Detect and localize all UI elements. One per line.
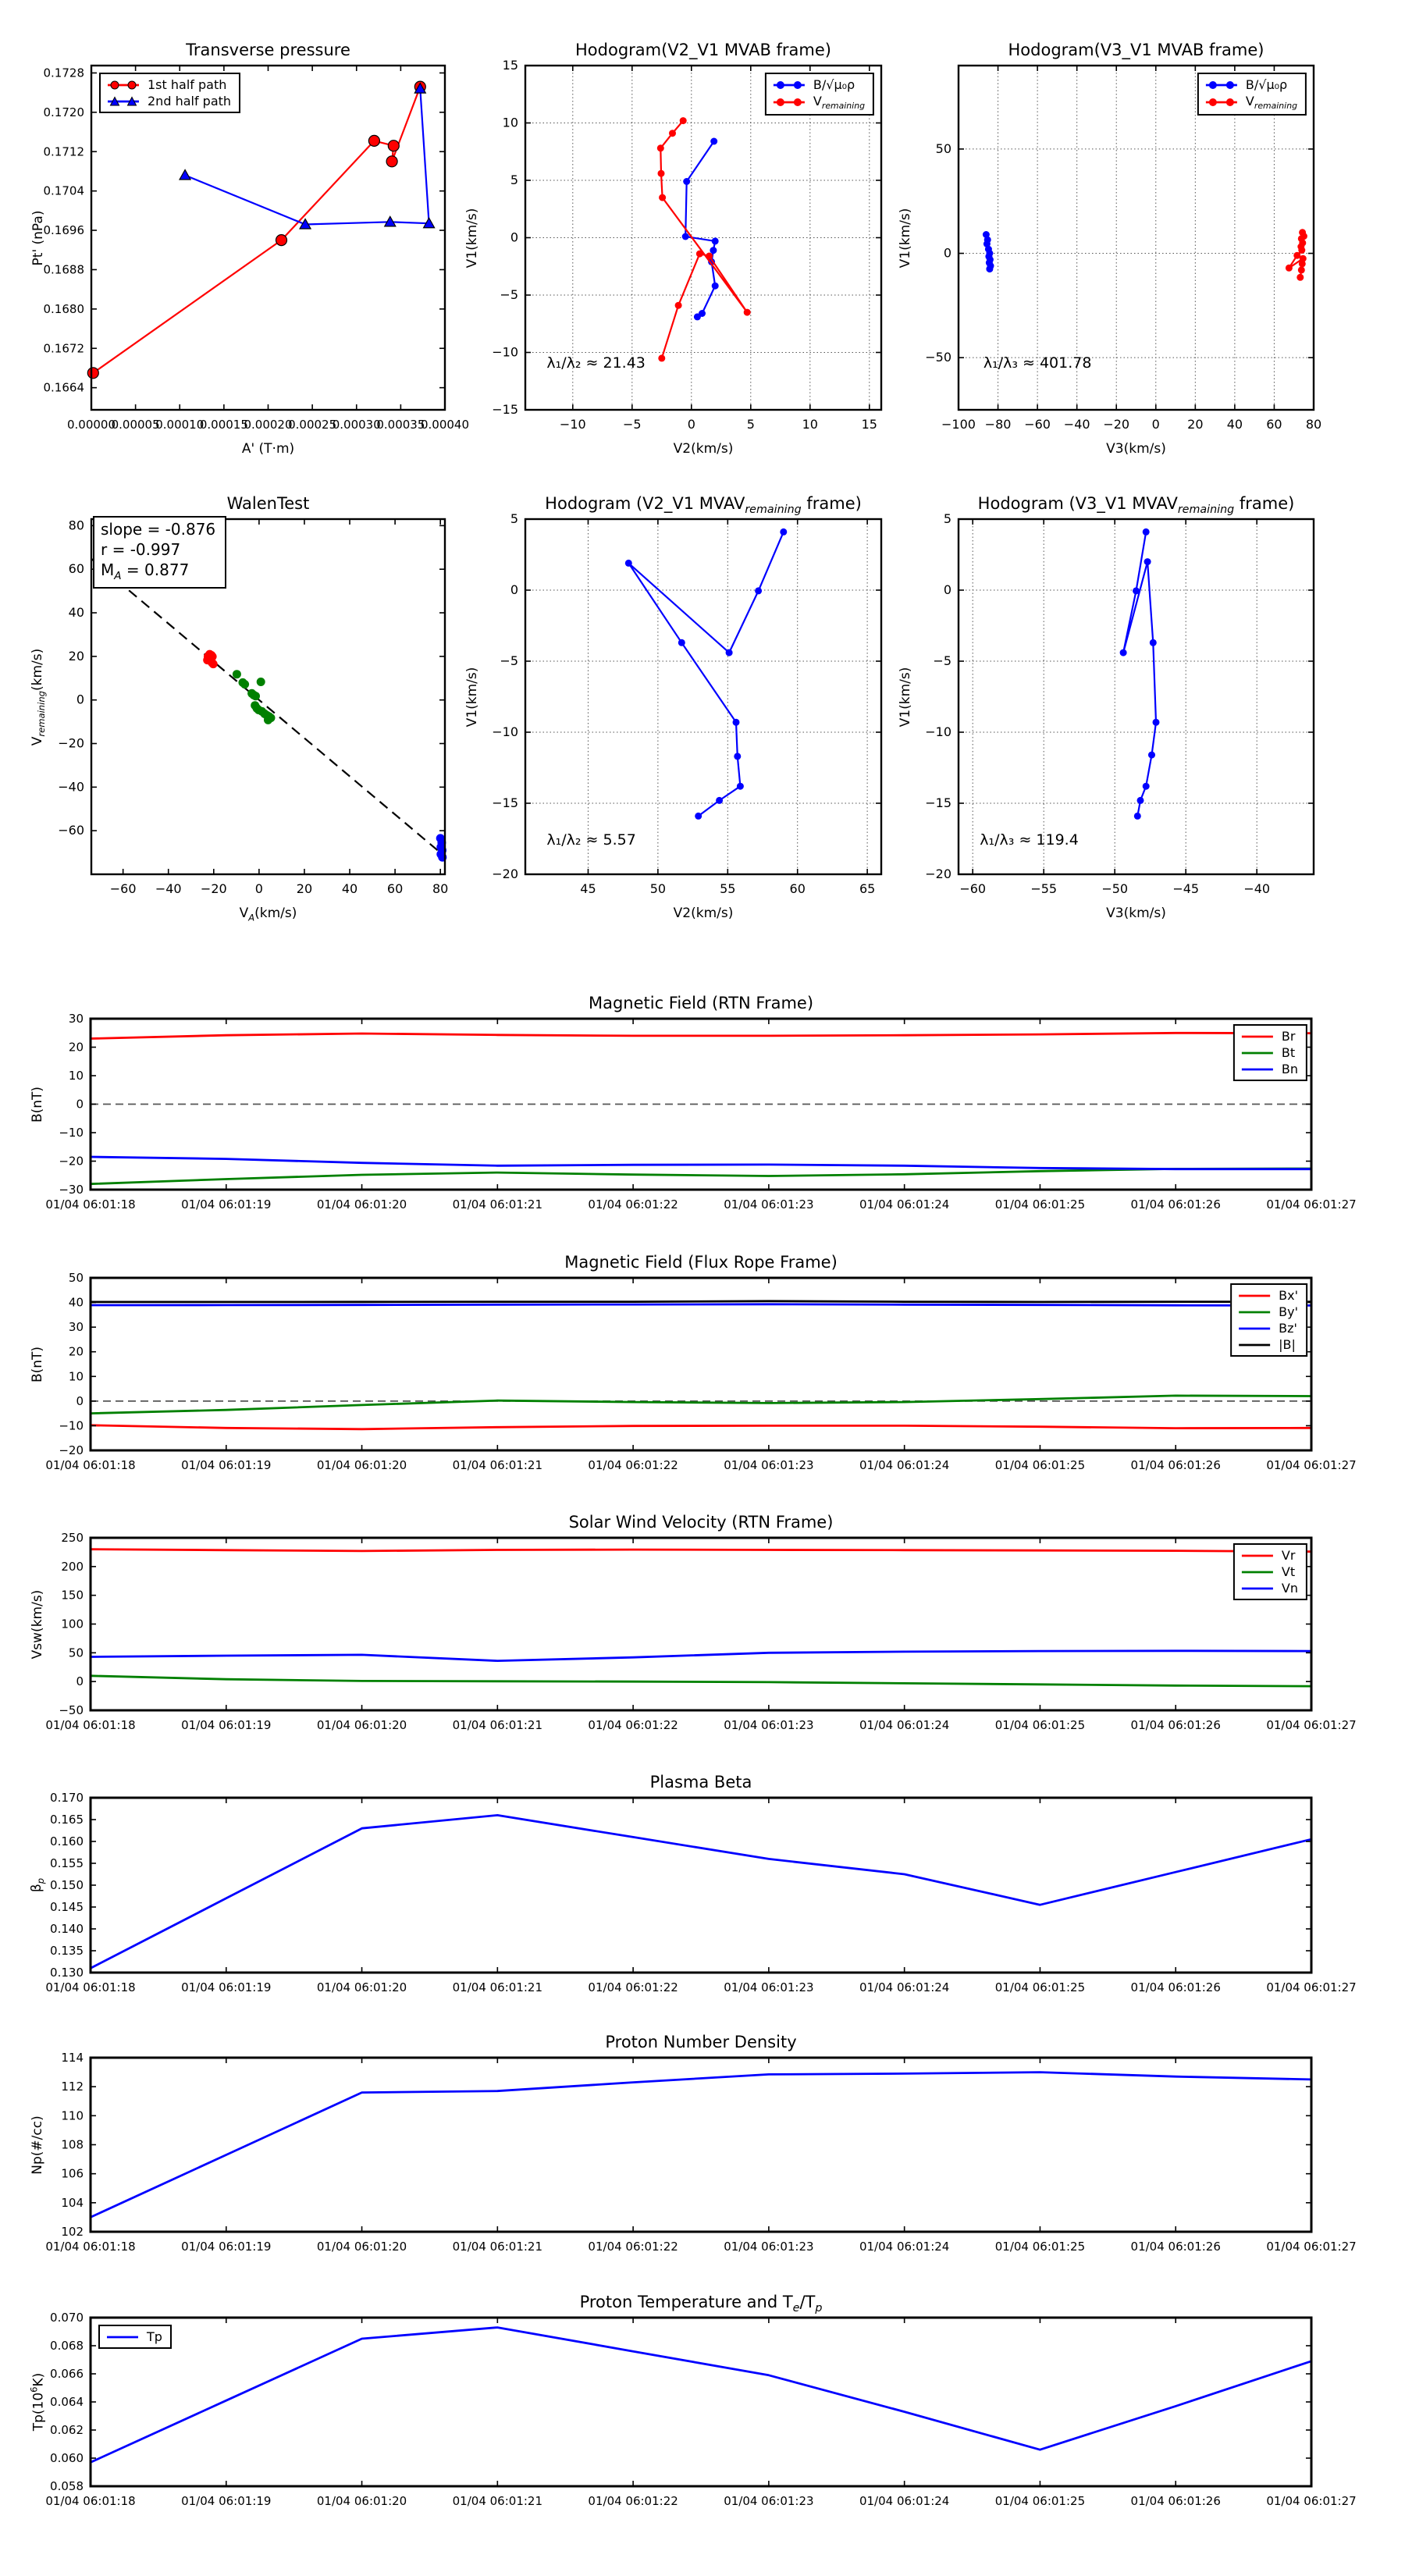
x-tick-label: 55 [720, 881, 736, 896]
y-tick-label: 0.165 [50, 1813, 84, 1827]
y-tick-label: 0.1688 [43, 262, 84, 277]
y-tick-label: −10 [59, 1418, 84, 1433]
legend-label: Bx' [1279, 1288, 1298, 1303]
x-tick-label: 0.00000 [66, 418, 116, 432]
plot-title: Magnetic Field (Flux Rope Frame) [564, 1253, 838, 1272]
x-tick-label: 0.00010 [155, 418, 205, 432]
y-tick-label: 0.140 [50, 1922, 84, 1936]
slope-value: slope = -0.876 [101, 520, 216, 539]
x-tick-label: 40 [341, 881, 358, 896]
x-tick-label: 01/04 06:01:25 [994, 1980, 1086, 1994]
x-tick-label: 01/04 06:01:20 [316, 1718, 407, 1732]
x-tick-label: 45 [580, 881, 596, 896]
x-tick-label: 01/04 06:01:22 [588, 1458, 678, 1472]
x-tick-label: 01/04 06:01:22 [588, 1197, 678, 1212]
y-tick-label: 100 [61, 1617, 84, 1631]
plot-title: Plasma Beta [649, 1773, 752, 1791]
y-tick-label: 20 [68, 648, 84, 664]
y-axis-label: $Tp(10^6K)$ [28, 2372, 47, 2432]
plot-title: Proton Number Density [605, 2033, 797, 2051]
y-tick-label: −10 [925, 724, 951, 739]
y-tick-label: −5 [933, 653, 951, 668]
y-tick-label: 114 [61, 2051, 84, 2065]
y-tick-label: 150 [61, 1588, 84, 1603]
x-tick-label: 01/04 06:01:20 [316, 1458, 407, 1472]
y-tick-label: 80 [68, 518, 84, 533]
x-tick-label: 01/04 06:01:23 [724, 2494, 814, 2508]
legend-swatch [1240, 1550, 1275, 1562]
x-tick-label: −40 [1243, 881, 1271, 896]
y-tick-label: 0.160 [50, 1834, 84, 1848]
eigenvalue-ratio-annotation: λ₁/λ₂ ≈ 21.43 [546, 354, 646, 372]
x-tick-label: 01/04 06:01:18 [45, 2240, 136, 2254]
legend-swatch [1236, 1290, 1272, 1302]
legend-swatch [1240, 1030, 1275, 1043]
x-tick-label: 10 [802, 417, 818, 432]
plot-title: Transverse pressure [186, 41, 350, 59]
x-tick-label: 01/04 06:01:23 [724, 1980, 814, 1994]
x-tick-label: 0.00025 [288, 418, 337, 432]
x-tick-label: 50 [649, 881, 667, 896]
x-tick-label: 01/04 06:01:18 [45, 2494, 136, 2508]
y-tick-label: 250 [61, 1531, 84, 1545]
x-tick-label: −40 [155, 881, 182, 896]
y-tick-label: 0.1712 [43, 144, 84, 159]
x-tick-label: −5 [623, 417, 642, 432]
x-tick-label: −60 [959, 881, 987, 896]
x-tick-label: 5 [746, 417, 755, 432]
x-axis-label: V3(km/s) [1106, 906, 1166, 921]
x-tick-label: 01/04 06:01:19 [181, 2240, 272, 2254]
y-tick-label: 60 [68, 561, 84, 577]
y-axis-label: B(nT) [30, 1086, 45, 1123]
plot-title: Hodogram (V3_V1 $MVAV_{remaining}$ frame) [977, 494, 1295, 517]
y-tick-label: −50 [59, 1703, 84, 1717]
x-tick-label: 01/04 06:01:27 [1266, 1980, 1357, 1994]
legend-entry [1240, 1062, 1298, 1076]
legend-entry [1236, 1304, 1298, 1319]
y-tick-label: 0 [510, 229, 518, 245]
legend-entry [1240, 1564, 1298, 1579]
x-tick-label: 0.00020 [244, 418, 293, 432]
x-tick-label: −100 [941, 417, 976, 432]
y-tick-label: 40 [68, 1295, 84, 1310]
legend-swatch [1236, 1322, 1272, 1335]
x-tick-label: 01/04 06:01:25 [994, 2240, 1086, 2254]
legend-label: Bz' [1279, 1321, 1297, 1336]
legend-label: Vr [1281, 1548, 1296, 1563]
legend-b-fluxrope [1230, 1283, 1307, 1357]
legend-hodogram-v3v1-mvab [1197, 73, 1307, 116]
x-tick-label: 01/04 06:01:26 [1130, 2240, 1221, 2254]
x-tick-label: 80 [432, 881, 449, 896]
legend-entry [771, 94, 865, 111]
x-tick-label: 01/04 06:01:18 [45, 1718, 136, 1732]
y-tick-label: −15 [925, 795, 951, 810]
y-tick-label: 0.060 [50, 2451, 84, 2465]
y-tick-label: 50 [935, 141, 951, 156]
x-tick-label: 01/04 06:01:27 [1266, 2494, 1357, 2508]
y-tick-label: 5 [510, 173, 518, 187]
x-axis-label: V3(km/s) [1106, 441, 1166, 457]
y-tick-label: 0 [76, 1393, 84, 1408]
plot-title: Magnetic Field (RTN Frame) [588, 994, 814, 1012]
legend-label: B/√μ₀ρ [813, 77, 855, 92]
legend-transverse-pressure [99, 73, 240, 113]
x-tick-label: 0 [254, 881, 263, 896]
y-tick-label: 0.1664 [43, 380, 84, 395]
eigenvalue-ratio-annotation: λ₁/λ₂ ≈ 5.57 [546, 831, 636, 849]
y-tick-label: 0 [76, 1674, 84, 1689]
x-tick-label: 0 [1151, 417, 1160, 432]
y-axis-label: B(nT) [30, 1346, 45, 1382]
y-tick-label: 0.1680 [43, 301, 84, 316]
legend-entry [1204, 94, 1297, 111]
x-tick-label: 20 [1187, 417, 1204, 432]
y-tick-label: 112 [61, 2080, 84, 2094]
x-tick-label: 01/04 06:01:20 [316, 2240, 407, 2254]
y-tick-label: 50 [68, 1271, 84, 1285]
x-tick-label: 01/04 06:01:24 [859, 1458, 950, 1472]
x-tick-label: 01/04 06:01:25 [994, 1458, 1086, 1472]
alfven-mach-value: $M_A = 0.877$ [101, 560, 190, 582]
x-tick-label: 0.00040 [420, 418, 470, 432]
plot-title: Hodogram(V3_V1 MVAB frame) [1008, 41, 1264, 59]
x-tick-label: 01/04 06:01:21 [452, 1458, 543, 1472]
y-tick-label: 110 [61, 2108, 84, 2123]
legend-hodogram-v2v1-mvab [765, 73, 874, 116]
x-tick-label: 01/04 06:01:22 [588, 2494, 678, 2508]
y-tick-label: 0 [510, 582, 518, 597]
x-tick-label: 01/04 06:01:24 [859, 1980, 950, 1994]
x-tick-label: 60 [386, 881, 404, 896]
x-tick-label: 01/04 06:01:19 [181, 1458, 272, 1472]
x-axis-label: A' (T·m) [241, 441, 295, 457]
y-tick-label: 30 [68, 1012, 84, 1026]
legend-entry [105, 77, 231, 92]
legend-entry [1240, 1581, 1298, 1596]
y-tick-label: 5 [943, 511, 951, 526]
x-axis-label: V2(km/s) [673, 906, 734, 921]
plot-title: Hodogram(V2_V1 MVAB frame) [575, 41, 831, 59]
x-tick-label: 01/04 06:01:24 [859, 2240, 950, 2254]
x-tick-label: 80 [1305, 417, 1322, 432]
y-tick-label: 0.1704 [43, 183, 84, 198]
y-tick-label: 0 [943, 245, 951, 261]
y-tick-label: −5 [500, 653, 518, 668]
y-tick-label: 108 [61, 2137, 84, 2152]
x-tick-label: 01/04 06:01:23 [724, 1718, 814, 1732]
y-tick-label: 0.170 [50, 1791, 84, 1805]
legend-vsw-rtn [1233, 1543, 1307, 1600]
legend-label: B/√μ₀ρ [1245, 77, 1288, 92]
y-tick-label: 50 [68, 1646, 84, 1660]
y-tick-label: 0.135 [50, 1944, 84, 1958]
x-tick-label: 01/04 06:01:26 [1130, 1980, 1221, 1994]
legend-swatch [1240, 1063, 1275, 1076]
x-tick-label: 01/04 06:01:27 [1266, 1718, 1357, 1732]
x-tick-label: 01/04 06:01:25 [994, 1718, 1086, 1732]
x-tick-label: −10 [559, 417, 586, 432]
y-tick-label: −30 [59, 1183, 84, 1197]
x-tick-label: 65 [859, 881, 876, 896]
y-tick-label: 15 [502, 58, 518, 73]
x-tick-label: −55 [1030, 881, 1058, 896]
x-tick-label: −20 [1103, 417, 1130, 432]
x-tick-label: 01/04 06:01:21 [452, 2240, 543, 2254]
x-tick-label: 01/04 06:01:20 [316, 2494, 407, 2508]
y-tick-label: −40 [58, 779, 84, 795]
plot-title: Hodogram (V2_V1 $MVAV_{remaining}$ frame) [545, 494, 862, 517]
legend-entry [105, 94, 231, 109]
x-tick-label: 01/04 06:01:26 [1130, 1718, 1221, 1732]
x-tick-label: 01/04 06:01:19 [181, 1980, 272, 1994]
legend-entry [1204, 77, 1297, 92]
y-tick-label: 10 [68, 1369, 84, 1384]
x-tick-label: 01/04 06:01:27 [1266, 1197, 1357, 1212]
legend-swatch [1240, 1566, 1275, 1578]
y-tick-label: −20 [59, 1154, 84, 1169]
y-axis-label: V1(km/s) [464, 208, 480, 268]
x-tick-label: 60 [789, 881, 806, 896]
legend-entry [771, 77, 865, 92]
y-tick-label: 20 [68, 1040, 84, 1055]
legend-label: Bt [1281, 1045, 1296, 1060]
y-tick-label: −20 [492, 866, 518, 881]
x-tick-label: 01/04 06:01:25 [994, 1197, 1086, 1212]
y-tick-label: 0 [76, 1097, 84, 1112]
legend-swatch [771, 79, 807, 91]
x-tick-label: 20 [296, 881, 313, 896]
y-tick-label: −20 [925, 866, 951, 881]
correlation-value: r = -0.997 [101, 540, 181, 559]
x-tick-label: 01/04 06:01:26 [1130, 1197, 1221, 1212]
x-axis-label: $V_A(km/s)$ [239, 906, 297, 923]
eigenvalue-ratio-annotation: λ₁/λ₃ ≈ 119.4 [980, 831, 1079, 849]
y-tick-label: 0.1696 [43, 223, 84, 238]
x-tick-label: −50 [1101, 881, 1129, 896]
x-tick-label: 01/04 06:01:24 [859, 2494, 950, 2508]
y-tick-label: 5 [510, 511, 518, 526]
y-tick-label: 0.1672 [43, 341, 84, 356]
x-tick-label: 01/04 06:01:18 [45, 1458, 136, 1472]
x-tick-label: −60 [109, 881, 137, 896]
y-tick-label: 0.1728 [43, 66, 84, 80]
x-tick-label: 01/04 06:01:20 [316, 1197, 407, 1212]
y-tick-label: 106 [61, 2166, 84, 2181]
legend-label: 1st half path [148, 77, 227, 92]
legend-label: By' [1279, 1304, 1298, 1319]
legend-swatch [105, 2331, 140, 2343]
y-tick-label: 10 [502, 115, 518, 130]
x-tick-label: 40 [1226, 417, 1243, 432]
legend-label: Vt [1281, 1564, 1296, 1579]
x-tick-label: 01/04 06:01:18 [45, 1197, 136, 1212]
x-tick-label: 15 [861, 417, 877, 432]
y-tick-label: 0.062 [50, 2423, 84, 2437]
legend-swatch [105, 79, 141, 91]
x-tick-label: 0.00005 [111, 418, 160, 432]
legend-entry [105, 2329, 162, 2344]
y-tick-label: −10 [492, 724, 518, 739]
x-tick-label: 01/04 06:01:26 [1130, 2494, 1221, 2508]
legend-swatch [1236, 1339, 1272, 1351]
y-tick-label: 0.068 [50, 2339, 84, 2353]
legend-label: 2nd half path [148, 94, 232, 109]
y-tick-label: 0 [76, 692, 84, 707]
x-tick-label: 01/04 06:01:19 [181, 1197, 272, 1212]
x-tick-label: 01/04 06:01:25 [994, 2494, 1086, 2508]
y-tick-label: 0.058 [50, 2479, 84, 2493]
y-tick-label: −10 [59, 1126, 84, 1140]
x-tick-label: 01/04 06:01:21 [452, 2494, 543, 2508]
x-tick-label: 60 [1266, 417, 1282, 432]
x-tick-label: −45 [1172, 881, 1200, 896]
plot-title: WalenTest [226, 494, 310, 513]
y-tick-label: −60 [58, 823, 84, 838]
legend-swatch [1240, 1582, 1275, 1595]
legend-b-rtn [1233, 1024, 1307, 1081]
legend-swatch [1204, 79, 1240, 91]
y-tick-label: −20 [59, 1443, 84, 1457]
x-tick-label: 01/04 06:01:24 [859, 1718, 950, 1732]
y-axis-label: Pt' (nPa) [30, 210, 46, 265]
y-axis-label: $V_{remaining}(km/s)$ [29, 648, 48, 745]
x-tick-label: 01/04 06:01:19 [181, 1718, 272, 1732]
y-tick-label: 0.150 [50, 1878, 84, 1892]
x-tick-label: 01/04 06:01:27 [1266, 2240, 1357, 2254]
x-tick-label: 01/04 06:01:23 [724, 1458, 814, 1472]
x-tick-label: 01/04 06:01:27 [1266, 1458, 1357, 1472]
y-tick-label: 10 [68, 1069, 84, 1083]
plot-title: Proton Temperature and $T_e/T_p$ [579, 2293, 823, 2315]
legend-entry [1236, 1321, 1298, 1336]
y-tick-label: 0 [943, 582, 951, 597]
x-tick-label: 0.00030 [332, 418, 381, 432]
legend-label: Tp [147, 2329, 162, 2344]
legend-label: |B| [1279, 1337, 1296, 1352]
y-tick-label: −10 [492, 344, 518, 360]
legend-label: Bn [1281, 1062, 1298, 1076]
x-tick-label: 01/04 06:01:24 [859, 1197, 950, 1212]
y-tick-label: 102 [61, 2225, 84, 2239]
legend-swatch [1236, 1306, 1272, 1318]
legend-swatch [1204, 96, 1240, 109]
x-tick-label: 01/04 06:01:18 [45, 1980, 136, 1994]
legend-swatch [105, 95, 141, 108]
legend-label: Vn [1281, 1581, 1298, 1596]
y-tick-label: −20 [58, 735, 84, 751]
x-tick-label: 01/04 06:01:21 [452, 1718, 543, 1732]
plot-title: Solar Wind Velocity (RTN Frame) [568, 1513, 834, 1532]
x-tick-label: −80 [984, 417, 1012, 432]
legend-proton-temperature [98, 2325, 172, 2349]
y-tick-label: 0.145 [50, 1900, 84, 1914]
y-tick-label: 0.064 [50, 2395, 84, 2409]
y-axis-label: V1(km/s) [898, 208, 913, 268]
y-tick-label: 200 [61, 1559, 84, 1574]
legend-label: $V_{remaining}$ [1245, 94, 1297, 112]
fit-stats-box [93, 516, 226, 589]
x-tick-label: 01/04 06:01:26 [1130, 1458, 1221, 1472]
legend-label: $V_{remaining}$ [813, 94, 865, 112]
legend-entry [1240, 1548, 1298, 1563]
legend-swatch [1240, 1047, 1275, 1059]
x-axis-label: V2(km/s) [673, 441, 734, 457]
eigenvalue-ratio-annotation: λ₁/λ₃ ≈ 401.78 [983, 354, 1092, 372]
legend-swatch [771, 96, 807, 109]
y-axis-label: Vsw(km/s) [30, 1589, 45, 1659]
x-tick-label: 01/04 06:01:22 [588, 1980, 678, 1994]
x-tick-label: 01/04 06:01:21 [452, 1197, 543, 1212]
y-tick-label: 0.1720 [43, 105, 84, 119]
x-tick-label: 0.00015 [199, 418, 248, 432]
y-tick-label: −5 [500, 287, 518, 302]
legend-entry [1236, 1337, 1298, 1352]
x-tick-label: 01/04 06:01:23 [724, 1197, 814, 1212]
y-tick-label: −50 [925, 350, 951, 365]
legend-entry [1240, 1029, 1298, 1044]
y-tick-label: 0.066 [50, 2367, 84, 2381]
y-tick-label: 104 [61, 2195, 84, 2210]
legend-entry [1240, 1045, 1298, 1060]
x-tick-label: 01/04 06:01:22 [588, 2240, 678, 2254]
legend-label: Br [1281, 1029, 1296, 1044]
y-tick-label: 0.070 [50, 2311, 84, 2325]
y-tick-label: 0.130 [50, 1966, 84, 1980]
x-tick-label: 01/04 06:01:23 [724, 2240, 814, 2254]
y-axis-label: V1(km/s) [464, 667, 480, 727]
y-tick-label: 30 [68, 1320, 84, 1335]
x-tick-label: 01/04 06:01:22 [588, 1718, 678, 1732]
y-axis-label: Np(#/cc) [30, 2115, 45, 2175]
x-tick-label: −40 [1063, 417, 1090, 432]
x-tick-label: 01/04 06:01:20 [316, 1980, 407, 1994]
y-axis-label: V1(km/s) [898, 667, 913, 727]
y-tick-label: −15 [492, 795, 518, 810]
x-tick-label: 0.00035 [376, 418, 425, 432]
x-tick-label: 01/04 06:01:21 [452, 1980, 543, 1994]
y-axis-label: $\beta_p$ [28, 1877, 47, 1893]
x-tick-label: 01/04 06:01:19 [181, 2494, 272, 2508]
x-tick-label: −20 [200, 881, 227, 896]
legend-entry [1236, 1288, 1298, 1303]
y-tick-label: 40 [68, 605, 84, 621]
y-tick-label: −15 [492, 402, 518, 417]
y-tick-label: 0.155 [50, 1856, 84, 1870]
x-tick-label: 0 [687, 417, 695, 432]
y-tick-label: 20 [68, 1344, 84, 1359]
x-tick-label: −60 [1024, 417, 1051, 432]
